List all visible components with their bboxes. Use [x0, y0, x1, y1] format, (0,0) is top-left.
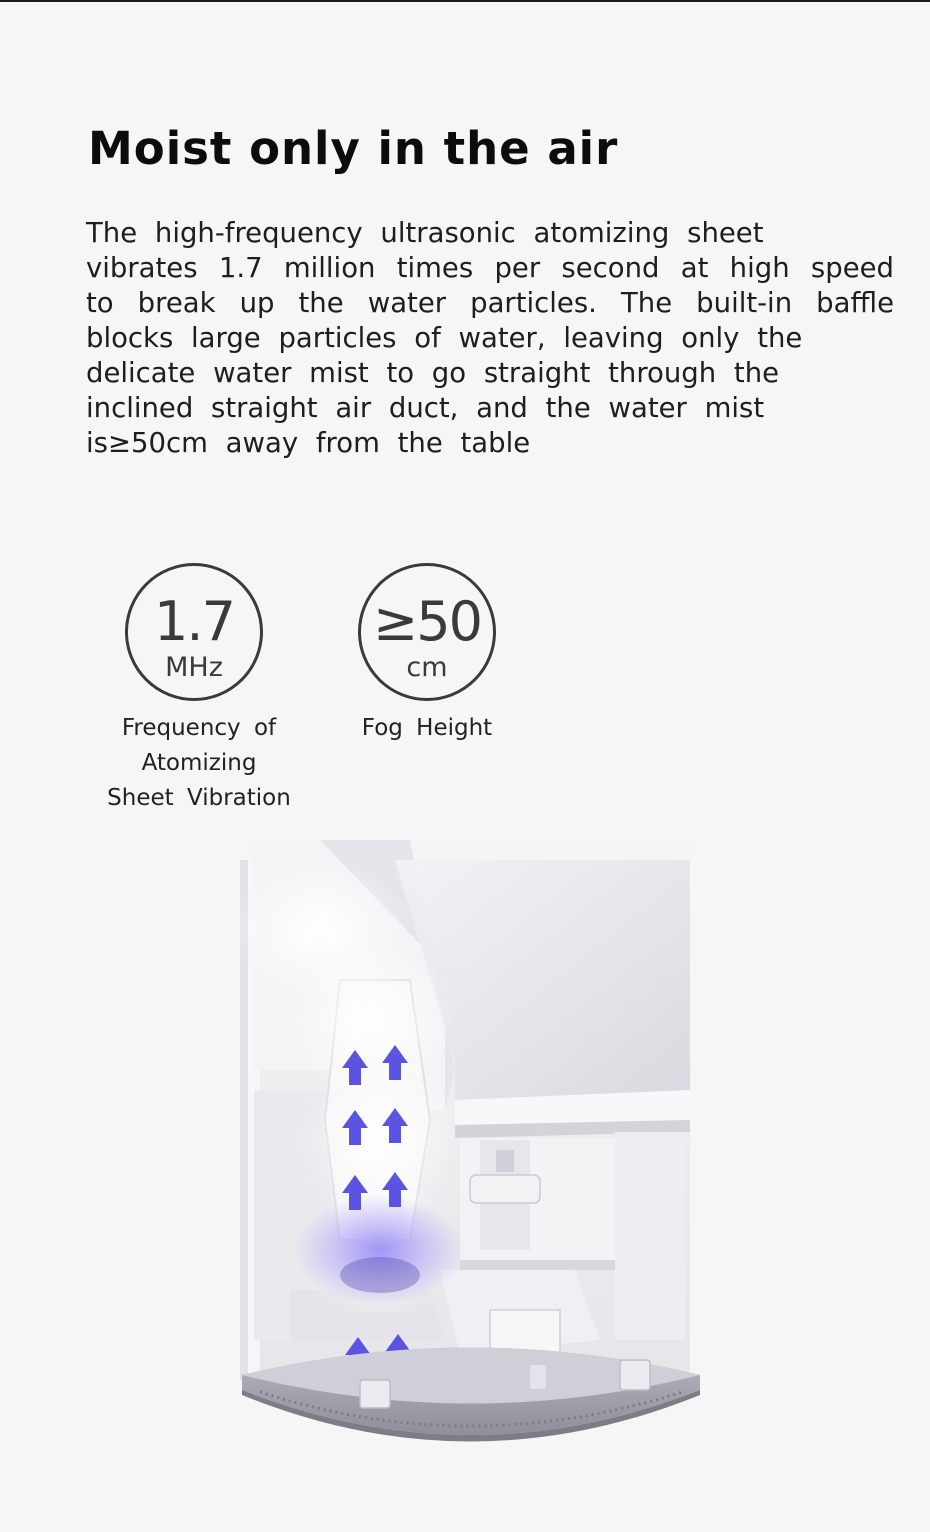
frequency-unit: MHz	[165, 652, 223, 683]
description-line: blocks large particles of water, leaving only the	[86, 322, 803, 354]
fog-height-value: ≥50	[373, 590, 481, 653]
frequency-spec-label	[90, 711, 308, 816]
top-divider	[0, 0, 930, 2]
fog-height-spec-badge	[358, 563, 496, 701]
frequency-label-line: Sheet Vibration	[107, 785, 291, 811]
fog-height-spec-label	[330, 711, 524, 746]
description-line: vibrates 1.7 million times per second at high speed	[86, 252, 894, 284]
frequency-spec-badge	[125, 563, 263, 701]
description-line: is≥50cm away from the table	[86, 427, 531, 459]
description-paragraph	[86, 216, 894, 461]
description-line: to break up the water particles. The built-in baffle	[86, 287, 894, 319]
humidifier-cutaway-illustration	[230, 820, 710, 1470]
description-line: inclined straight air duct, and the water mist	[86, 392, 765, 424]
fog-height-unit: cm	[406, 652, 448, 683]
description-line: delicate water mist to go straight through the	[86, 357, 780, 389]
fog-height-label-line: Fog Height	[361, 715, 493, 741]
description-line: The high-frequency ultrasonic atomizing sheet	[86, 217, 764, 249]
frequency-label-line: Atomizing	[141, 750, 257, 776]
frequency-value: 1.7	[154, 590, 234, 653]
frequency-label-line: Frequency of	[121, 715, 277, 741]
page-title: Moist only in the air	[88, 122, 619, 175]
